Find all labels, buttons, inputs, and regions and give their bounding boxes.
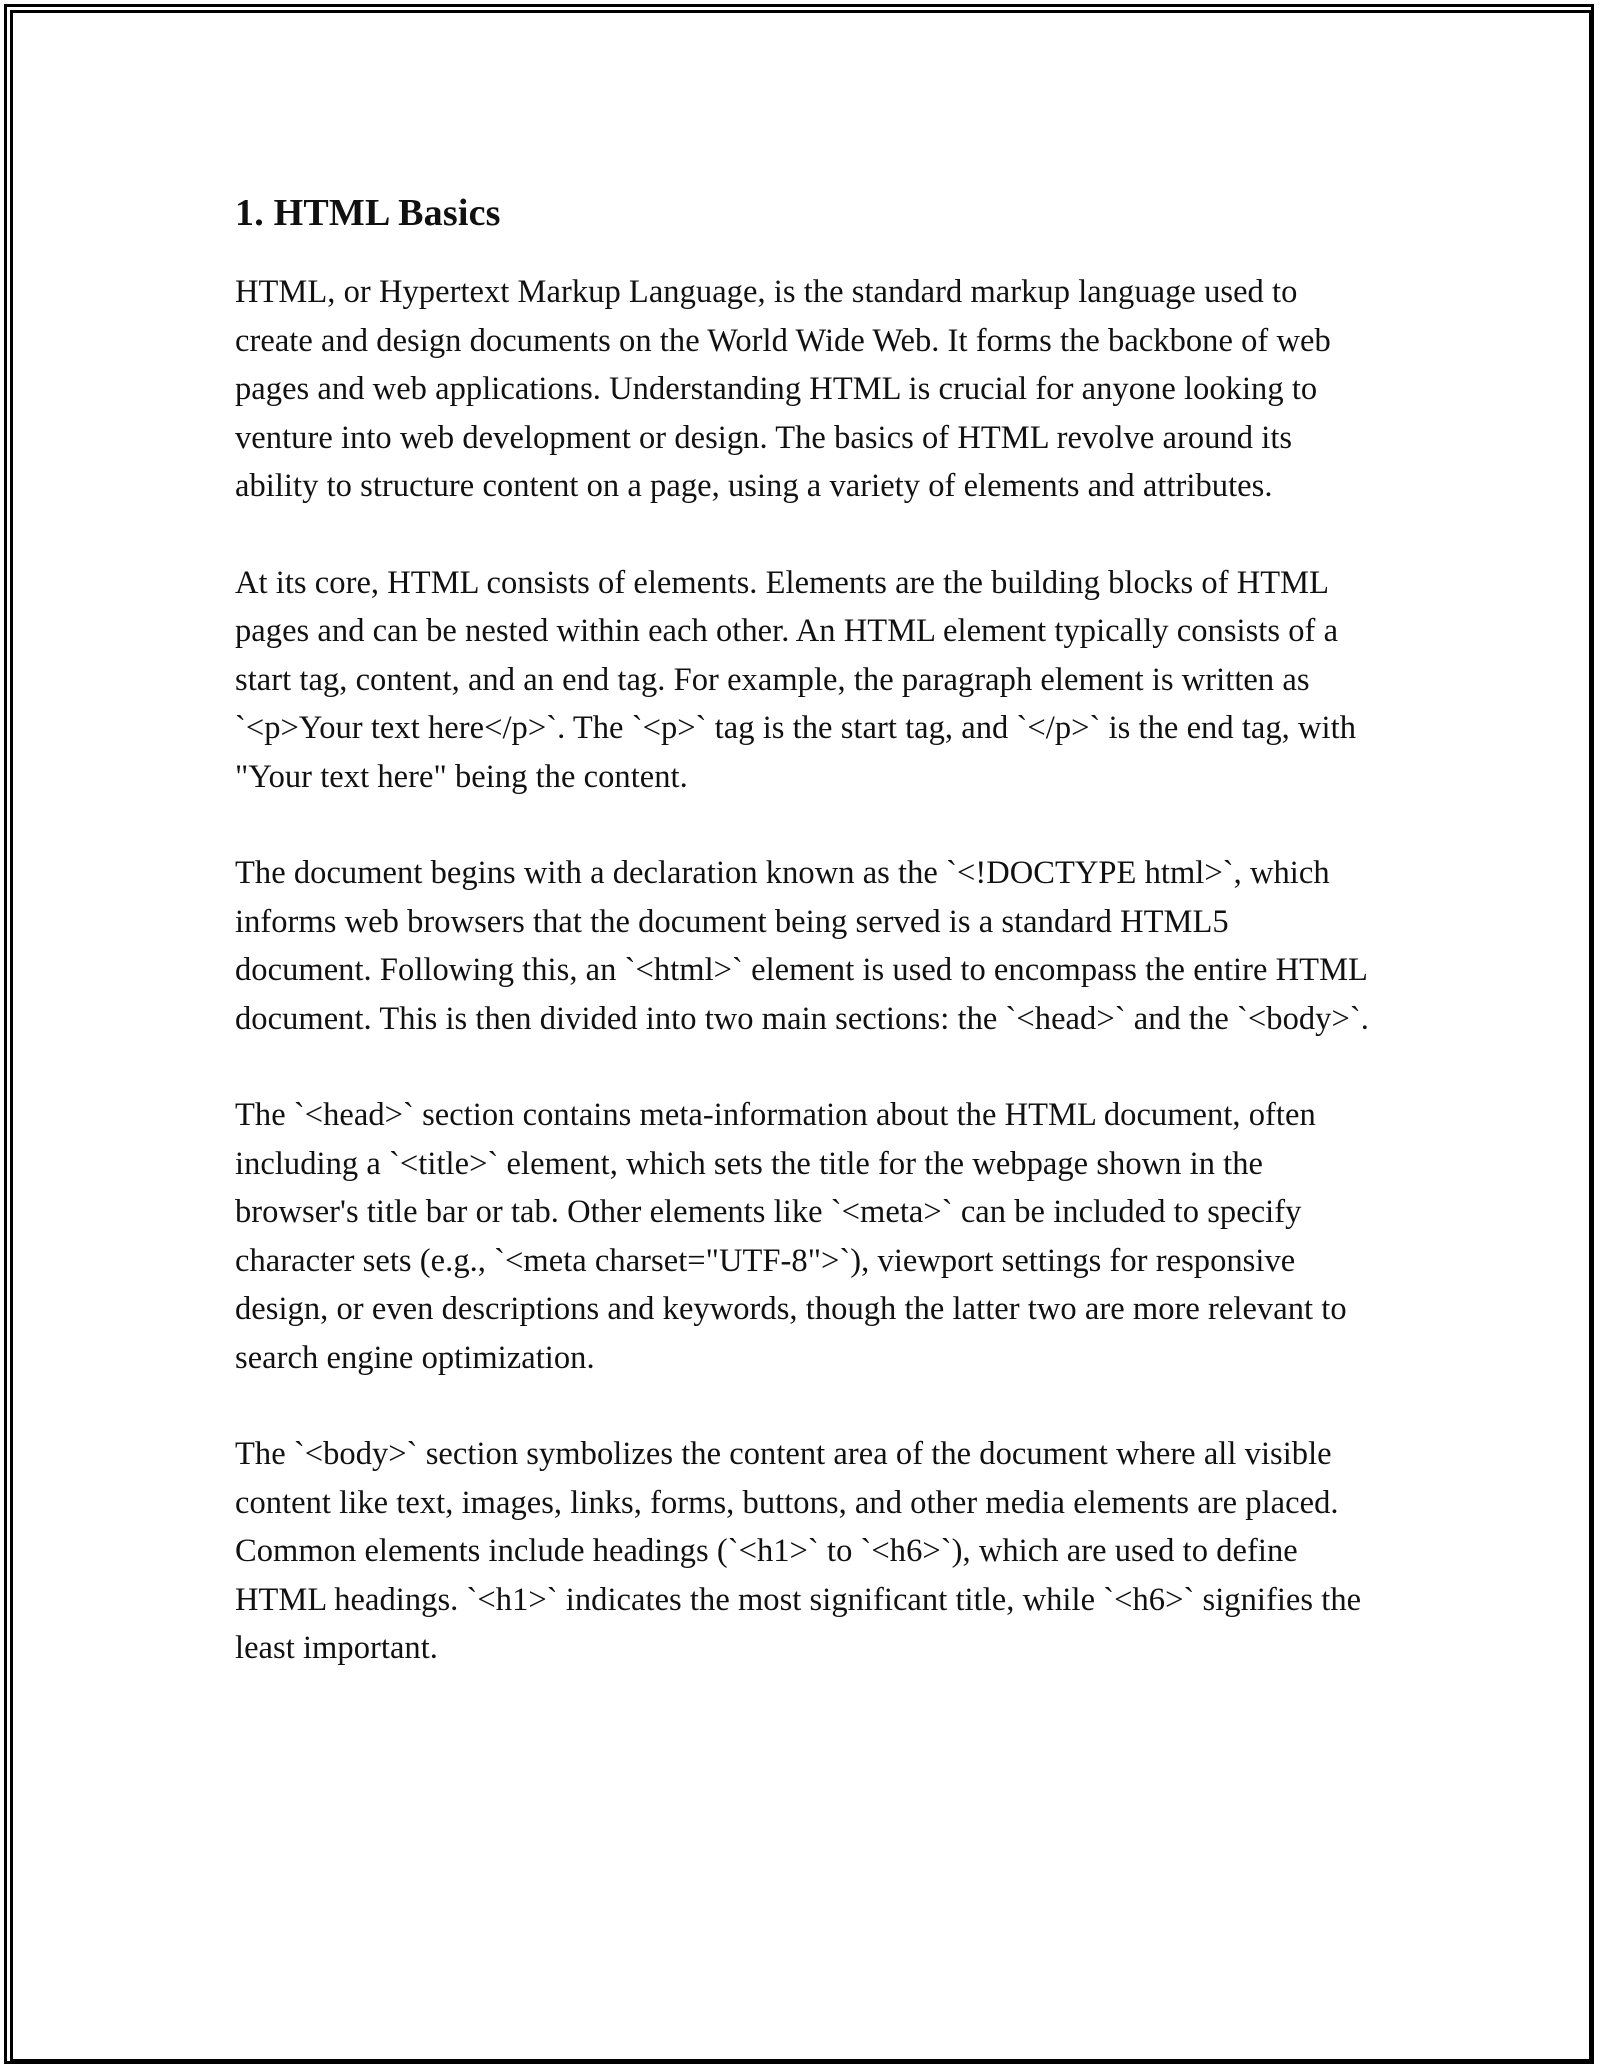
paragraph-elements: At its core, HTML consists of elements. Elements are the building blocks of HTML pages and can be nested within each other. An HTML element typically consists of a start tag, content, and an end tag. For example, the paragraph element is written as `<p>Your text here</p>`. The `<p>` tag is the start tag, and `</p>` is the end tag, with "Your text here" being the content.	[235, 564, 1356, 795]
section-heading: 1. HTML Basics	[235, 192, 501, 234]
paragraph-head-section: The `<head>` section contains meta-information about the HTML document, often including a `<title>` element, which sets the title for the webpage shown in the browser's title bar or tab. Other elements like `<meta>` can be included to specify character sets (e.g., `<meta charset="UTF-8">`), viewport settings for responsive design, or even descriptions and keywords, though the latter two are more relevant to search engine optimization.	[235, 1097, 1347, 1376]
paragraph-body-section: The `<body>` section symbolizes the content area of the document where all visible content like text, images, links, forms, buttons, and other media elements are placed. Common elements include headings (`<h1>` to `<h6>`), which are used to define HTML headings. `<h1>` indicates the most significant title, while `<h6>` signifies the least important.	[235, 1436, 1362, 1666]
document-body	[235, 184, 1370, 1721]
paragraph-doctype: The document begins with a declaration known as the `<!DOCTYPE html>`, which informs web browsers that the document being served is a standard HTML5 document. Following this, an `<html>` element is used to encompass the entire HTML document. This is then divided into two main sections: the `<head>` and the `<body>`.	[235, 855, 1369, 1037]
paragraph-html-definition: HTML, or Hypertext Markup Language, is the standard markup language used to create and design documents on the World Wide Web. It forms the backbone of web pages and web applications. Understanding HTML is crucial for anyone looking to venture into web development or design. The basics of HTML revolve around its ability to structure content on a page, using a variety of elements and attributes.	[235, 274, 1331, 504]
